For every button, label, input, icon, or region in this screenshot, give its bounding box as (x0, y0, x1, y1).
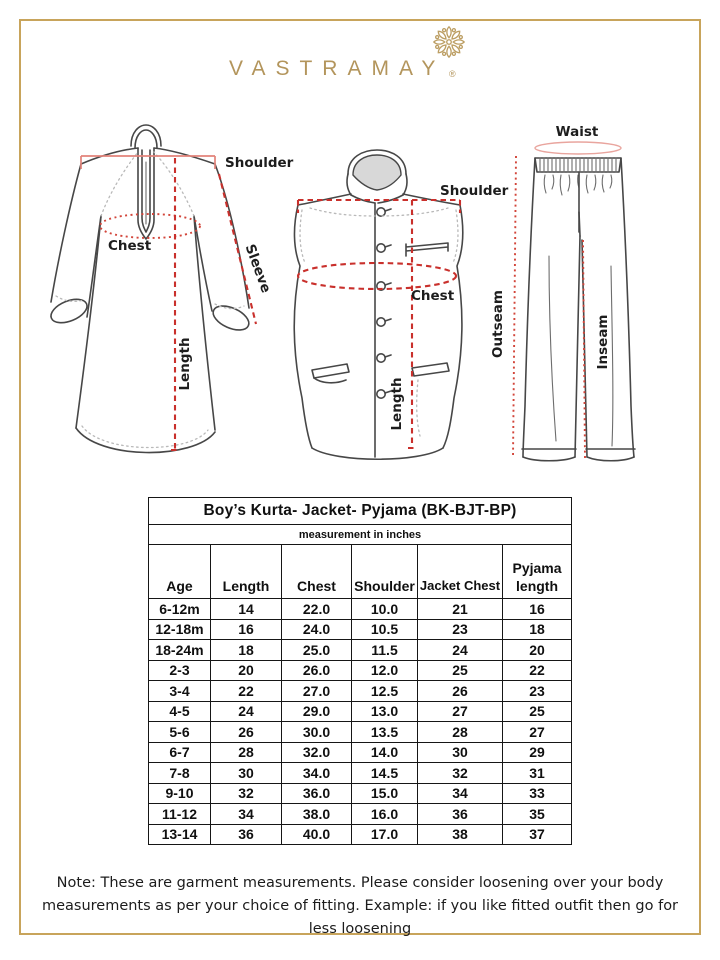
kurta-diagram (38, 112, 298, 477)
jacket-chest-label: Chest (411, 288, 455, 304)
table-cell: 24.0 (282, 619, 352, 640)
table-cell: 13.5 (352, 722, 418, 743)
kurta-shoulder-label: Shoulder (225, 155, 294, 171)
table-cell: 38 (418, 824, 503, 845)
pyjama-diagram (483, 106, 683, 501)
column-header-jacket-chest: Jacket Chest (418, 545, 503, 599)
table-cell: 25 (503, 701, 572, 722)
table-cell: 9-10 (149, 783, 211, 804)
jacket-length-label: Length (389, 377, 405, 431)
table-cell: 25 (418, 660, 503, 681)
column-header-shoulder: Shoulder (352, 545, 418, 599)
table-cell: 30.0 (282, 722, 352, 743)
table-cell: 14.5 (352, 763, 418, 784)
table-cell: 10.5 (352, 619, 418, 640)
table-cell: 27 (418, 701, 503, 722)
table-row (149, 640, 572, 661)
table-row (149, 619, 572, 640)
table-cell: 5-6 (149, 722, 211, 743)
table-cell: 28 (211, 742, 282, 763)
table-cell: 2-3 (149, 660, 211, 681)
table-cell: 16.0 (352, 804, 418, 825)
table-cell: 34.0 (282, 763, 352, 784)
table-row (149, 804, 572, 825)
table-cell: 18 (503, 619, 572, 640)
table-cell: 35 (503, 804, 572, 825)
size-chart-title: Boy’s Kurta- Jacket- Pyjama (BK-BJT-BP) (149, 498, 572, 525)
table-row (149, 681, 572, 702)
table-cell: 22 (211, 681, 282, 702)
pyjama-waist-label: Waist (555, 124, 599, 140)
table-row (149, 660, 572, 681)
size-chart-subtitle: measurement in inches (149, 525, 572, 545)
table-header-row (149, 545, 572, 599)
table-cell: 26.0 (282, 660, 352, 681)
table-cell: 11.5 (352, 640, 418, 661)
table-cell: 21 (418, 599, 503, 620)
table-cell: 34 (211, 804, 282, 825)
table-cell: 24 (418, 640, 503, 661)
jacket-shoulder-label: Shoulder (440, 183, 509, 199)
table-cell: 18-24m (149, 640, 211, 661)
table-cell: 10.0 (352, 599, 418, 620)
table-cell: 36 (418, 804, 503, 825)
table-cell: 20 (503, 640, 572, 661)
table-cell: 25.0 (282, 640, 352, 661)
table-cell: 22 (503, 660, 572, 681)
table-cell: 18 (211, 640, 282, 661)
table-row (149, 783, 572, 804)
table-cell: 23 (418, 619, 503, 640)
table-cell: 36 (211, 824, 282, 845)
table-cell: 24 (211, 701, 282, 722)
table-cell: 20 (211, 660, 282, 681)
table-cell: 16 (503, 599, 572, 620)
kurta-chest-label: Chest (108, 238, 152, 254)
table-cell: 26 (418, 681, 503, 702)
table-cell: 23 (503, 681, 572, 702)
table-row (149, 742, 572, 763)
table-title-row (149, 498, 572, 525)
table-row (149, 701, 572, 722)
kurta-length-label: Length (177, 337, 193, 391)
table-cell: 6-12m (149, 599, 211, 620)
pyjama-inseam-label: Inseam (595, 314, 611, 370)
table-cell: 12.0 (352, 660, 418, 681)
mandala-ornament-icon (431, 24, 467, 60)
column-header-age: Age (149, 545, 211, 599)
table-cell: 11-12 (149, 804, 211, 825)
table-cell: 27.0 (282, 681, 352, 702)
registered-trademark-icon: ® (449, 69, 456, 79)
column-header-pyjama-length: Pyjama length (503, 545, 572, 599)
table-cell: 22.0 (282, 599, 352, 620)
column-header-chest: Chest (282, 545, 352, 599)
table-cell: 4-5 (149, 701, 211, 722)
kurta-sleeve-label: Sleeve (241, 242, 274, 296)
table-row (149, 763, 572, 784)
table-cell: 30 (211, 763, 282, 784)
table-cell: 13.0 (352, 701, 418, 722)
table-cell: 12.5 (352, 681, 418, 702)
size-table-body (149, 599, 572, 845)
table-cell: 29.0 (282, 701, 352, 722)
table-cell: 14 (211, 599, 282, 620)
table-cell: 7-8 (149, 763, 211, 784)
table-cell: 33 (503, 783, 572, 804)
table-cell: 16 (211, 619, 282, 640)
table-cell: 34 (418, 783, 503, 804)
table-cell: 32.0 (282, 742, 352, 763)
column-header-length: Length (211, 545, 282, 599)
table-cell: 32 (418, 763, 503, 784)
table-cell: 17.0 (352, 824, 418, 845)
table-cell: 30 (418, 742, 503, 763)
table-cell: 38.0 (282, 804, 352, 825)
pyjama-outseam-label: Outseam (490, 290, 506, 358)
table-cell: 12-18m (149, 619, 211, 640)
brand-logo-text: VASTRAMAY (229, 57, 446, 80)
table-cell: 36.0 (282, 783, 352, 804)
note-text: Note: These are garment measurements. Please consider loosening over your body measurements as per your choice of fitting. Example: if you like fitted outfit then go for less loosening (41, 874, 679, 937)
table-cell: 15.0 (352, 783, 418, 804)
table-cell: 31 (503, 763, 572, 784)
table-cell: 3-4 (149, 681, 211, 702)
table-subtitle-row (149, 525, 572, 545)
table-cell: 13-14 (149, 824, 211, 845)
table-row (149, 599, 572, 620)
size-chart-table (148, 497, 572, 845)
table-cell: 28 (418, 722, 503, 743)
table-cell: 14.0 (352, 742, 418, 763)
table-cell: 27 (503, 722, 572, 743)
table-cell: 29 (503, 742, 572, 763)
table-cell: 37 (503, 824, 572, 845)
table-cell: 6-7 (149, 742, 211, 763)
table-cell: 26 (211, 722, 282, 743)
table-cell: 40.0 (282, 824, 352, 845)
table-row (149, 722, 572, 743)
table-cell: 32 (211, 783, 282, 804)
table-row (149, 824, 572, 845)
